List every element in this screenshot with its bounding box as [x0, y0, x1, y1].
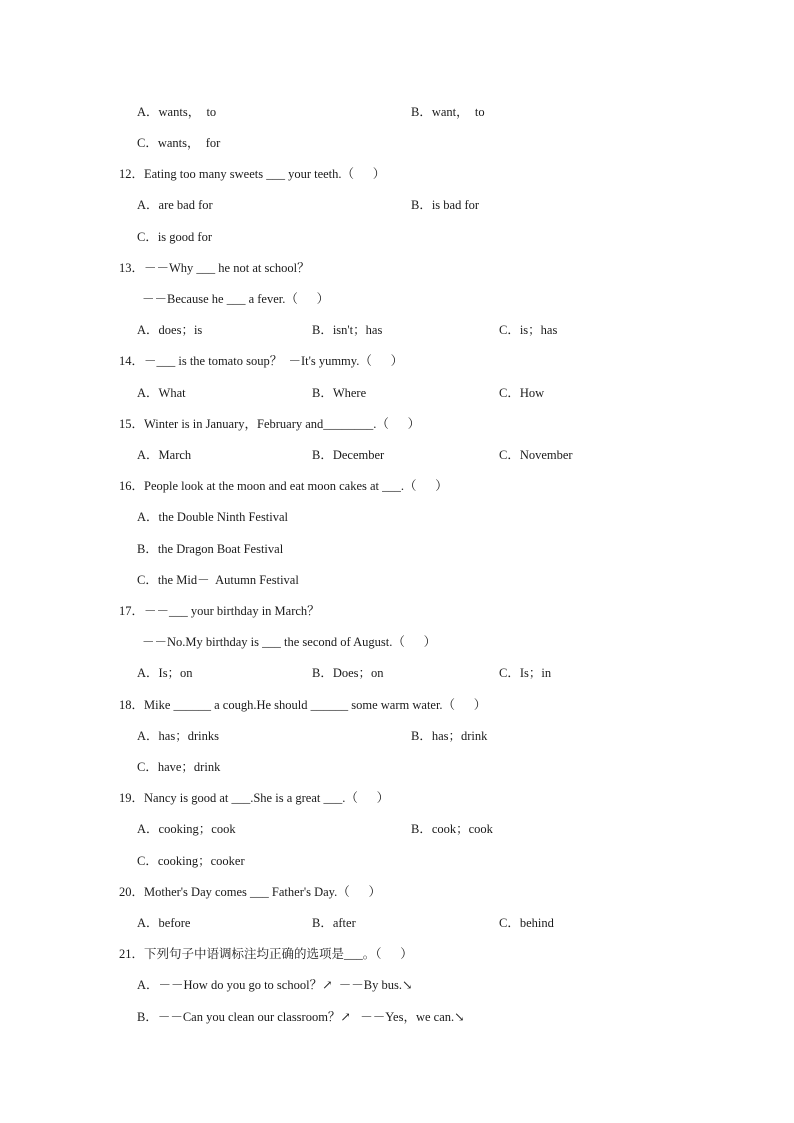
- q17-stem-reply: －－No.My birthday is ___ the second of August.（ ）: [142, 635, 437, 649]
- q16-option-a: A．the Double Ninth Festival: [137, 510, 289, 524]
- q11-option-b: B．want， to: [411, 105, 485, 119]
- q17-option-b: B．Does；on: [312, 666, 384, 680]
- q12-option-c: C．is good for: [137, 230, 213, 244]
- q17-option-c: C．Is；in: [499, 666, 552, 680]
- q14-option-a: A．What: [137, 386, 186, 400]
- q18-option-b: B．has；drink: [411, 729, 488, 743]
- q17-option-a: A．Is；on: [137, 666, 193, 680]
- q12-stem: 12．Eating too many sweets ___ your teeth.（ ）: [119, 167, 386, 181]
- q15-option-c: C．November: [499, 448, 573, 462]
- q11-option-a: A．wants， to: [137, 105, 217, 119]
- q21-option-b: B．－－Can you clean our classroom？↗ －－Yes，we can.↘: [137, 1010, 465, 1024]
- q13-option-c: C．is；has: [499, 323, 558, 337]
- q16-option-c: C．the Mid－ Autumn Festival: [137, 573, 299, 587]
- q17-stem: 17．－－___ your birthday in March？: [119, 604, 320, 618]
- q19-option-b: B．cook；cook: [411, 822, 493, 836]
- q15-option-b: B．December: [312, 448, 385, 462]
- q21-option-a: A．－－How do you go to school？↗ －－By bus.↘: [137, 978, 413, 992]
- q15-stem: 15．Winter is in January，February and________.（ ）: [119, 417, 421, 431]
- q15-option-a: A．March: [137, 448, 192, 462]
- q19-option-a: A．cooking；cook: [137, 822, 236, 836]
- q21-stem: 21．下列句子中语调标注均正确的选项是___。（ ）: [119, 947, 413, 961]
- q18-stem: 18．Mike ______ a cough.He should ______ some warm water.（ ）: [119, 698, 487, 712]
- q13-option-b: B．isn't；has: [312, 323, 383, 337]
- q18-option-a: A．has；drinks: [137, 729, 219, 743]
- q20-option-a: A．before: [137, 916, 191, 930]
- q12-option-b: B．is bad for: [411, 198, 480, 212]
- q16-option-b: B．the Dragon Boat Festival: [137, 542, 284, 556]
- q13-option-a: A．does；is: [137, 323, 203, 337]
- q11-option-c: C．wants， for: [137, 136, 221, 150]
- q14-stem: 14．－___ is the tomato soup？ －It's yummy.（ ）: [119, 354, 404, 368]
- q12-option-a: A．are bad for: [137, 198, 213, 212]
- q20-stem: 20．Mother's Day comes ___ Father's Day.（ ）: [119, 885, 381, 899]
- q14-option-c: C．How: [499, 386, 545, 400]
- q20-option-b: B．after: [312, 916, 356, 930]
- q16-stem: 16．People look at the moon and eat moon cakes at ___.（ ）: [119, 479, 448, 493]
- q13-stem: 13．－－Why ___ he not at school？: [119, 261, 310, 275]
- q14-option-b: B．Where: [312, 386, 367, 400]
- q19-option-c: C．cooking；cooker: [137, 854, 245, 868]
- q19-stem: 19．Nancy is good at ___.She is a great ___.（ ）: [119, 791, 390, 805]
- q18-option-c: C．have；drink: [137, 760, 221, 774]
- q20-option-c: C．behind: [499, 916, 554, 930]
- q13-stem-reply: －－Because he ___ a fever.（ ）: [142, 292, 330, 306]
